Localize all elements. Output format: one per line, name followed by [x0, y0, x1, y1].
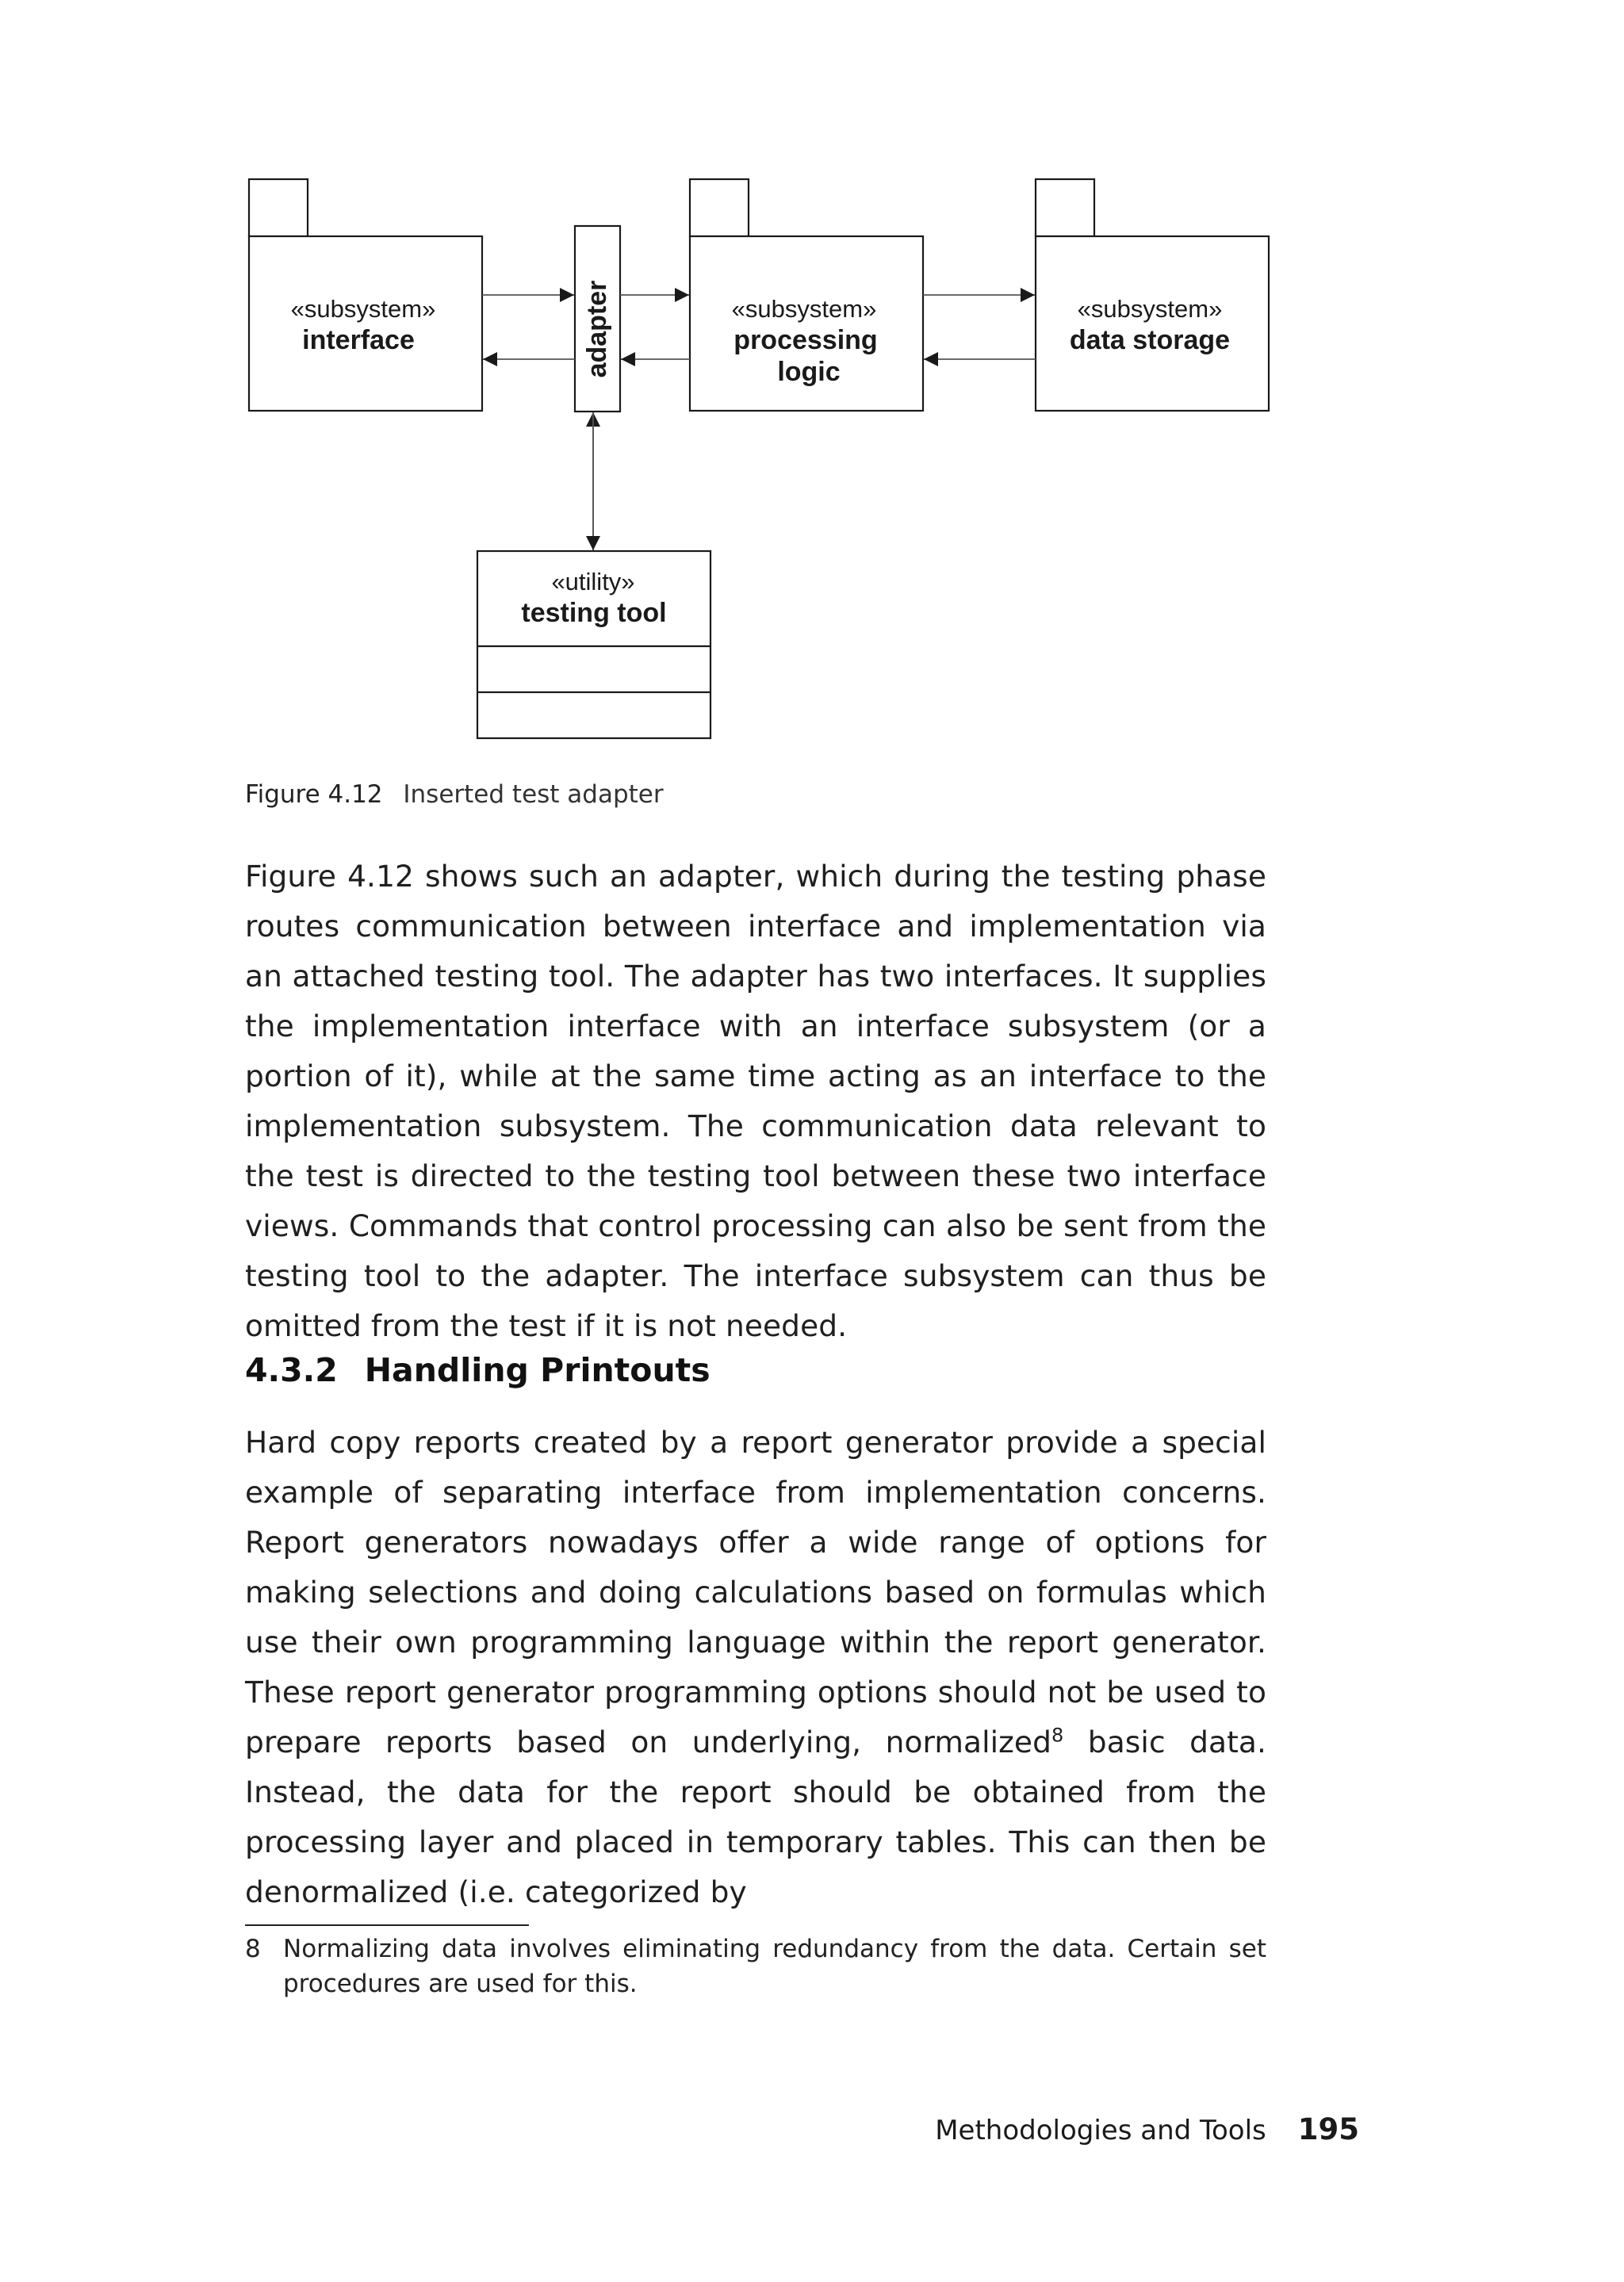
footnote-separator — [245, 1924, 529, 1926]
processing-stereotype: «subsystem» — [731, 295, 877, 323]
testing-tool-utility — [477, 551, 710, 738]
footnote — [245, 1932, 1266, 2001]
data-storage-package — [1036, 179, 1269, 411]
interface-package-body — [249, 236, 482, 411]
adapter-name: adapter — [582, 280, 612, 378]
processing-name-line1: processing — [733, 325, 878, 355]
adapter-component — [575, 226, 620, 412]
page-number: 195 — [1297, 2112, 1359, 2146]
interface-stereotype: «subsystem» — [290, 295, 436, 323]
interface-subsystem-package — [249, 179, 482, 411]
figure-caption-label: Figure 4.12 — [245, 780, 383, 809]
processing-name-line2: logic — [777, 357, 841, 387]
figure-caption — [245, 780, 664, 809]
body-paragraph-printouts — [245, 1418, 1266, 1917]
interface-package-tab — [249, 179, 308, 236]
paragraph-text-start: Hard copy reports created by a report generator provide a special example of separating interface from implementation concerns. Report generators nowadays offer a wide range of options for making selections and doing calculations based on formulas which use their own programming language within the report generator. These report generator programming options should not be used to prepare reports based on underlying, normalized — [245, 1425, 1266, 1759]
footnote-reference[interactable]: 8 — [1051, 1724, 1064, 1747]
storage-stereotype: «subsystem» — [1077, 295, 1223, 323]
storage-name: data storage — [1069, 325, 1231, 355]
running-footer — [935, 2112, 1359, 2146]
processing-package-tab — [690, 179, 749, 236]
processing-logic-package — [690, 179, 923, 411]
section-title: Handling Printouts — [364, 1351, 710, 1389]
body-paragraph: Figure 4.12 shows such an adapter, which during the testing phase routes communication between interface and implementation via an attached testing tool. The adapter has two interfaces. It supplies the implementation interface with an interface subsystem (or a portion of it), while at the same time acting as an interface to the implementation subsystem. The communication data relevant to the test is directed to the testing tool between these two interface views. Commands that control processing can also be sent from the testing tool to the adapter. The interface subsystem can thus be omitted from the test if it is not needed. — [245, 859, 1266, 1343]
interface-name: interface — [302, 325, 415, 355]
storage-package-tab — [1036, 179, 1094, 236]
section-number: 4.3.2 — [245, 1351, 338, 1389]
testing-tool-stereotype: «utility» — [551, 568, 635, 595]
figure-caption-text: Inserted test adapter — [403, 780, 664, 809]
footnote-number: 8 — [245, 1935, 261, 1963]
storage-package-body — [1036, 236, 1269, 411]
section-heading — [245, 1351, 710, 1389]
running-title: Methodologies and Tools — [935, 2115, 1266, 2146]
footnote-text: Normalizing data involves eliminating redundancy from the data. Certain set procedures are used for this. — [283, 1935, 1266, 1998]
testing-tool-name: testing tool — [521, 598, 667, 628]
test-adapter-diagram — [0, 0, 1624, 761]
paragraph-text-end: basic data. Instead, the data for the report should be obtained from the processing layer and placed in temporary tables. This can then be denormalized (i.e. categorized by — [245, 1725, 1266, 1909]
